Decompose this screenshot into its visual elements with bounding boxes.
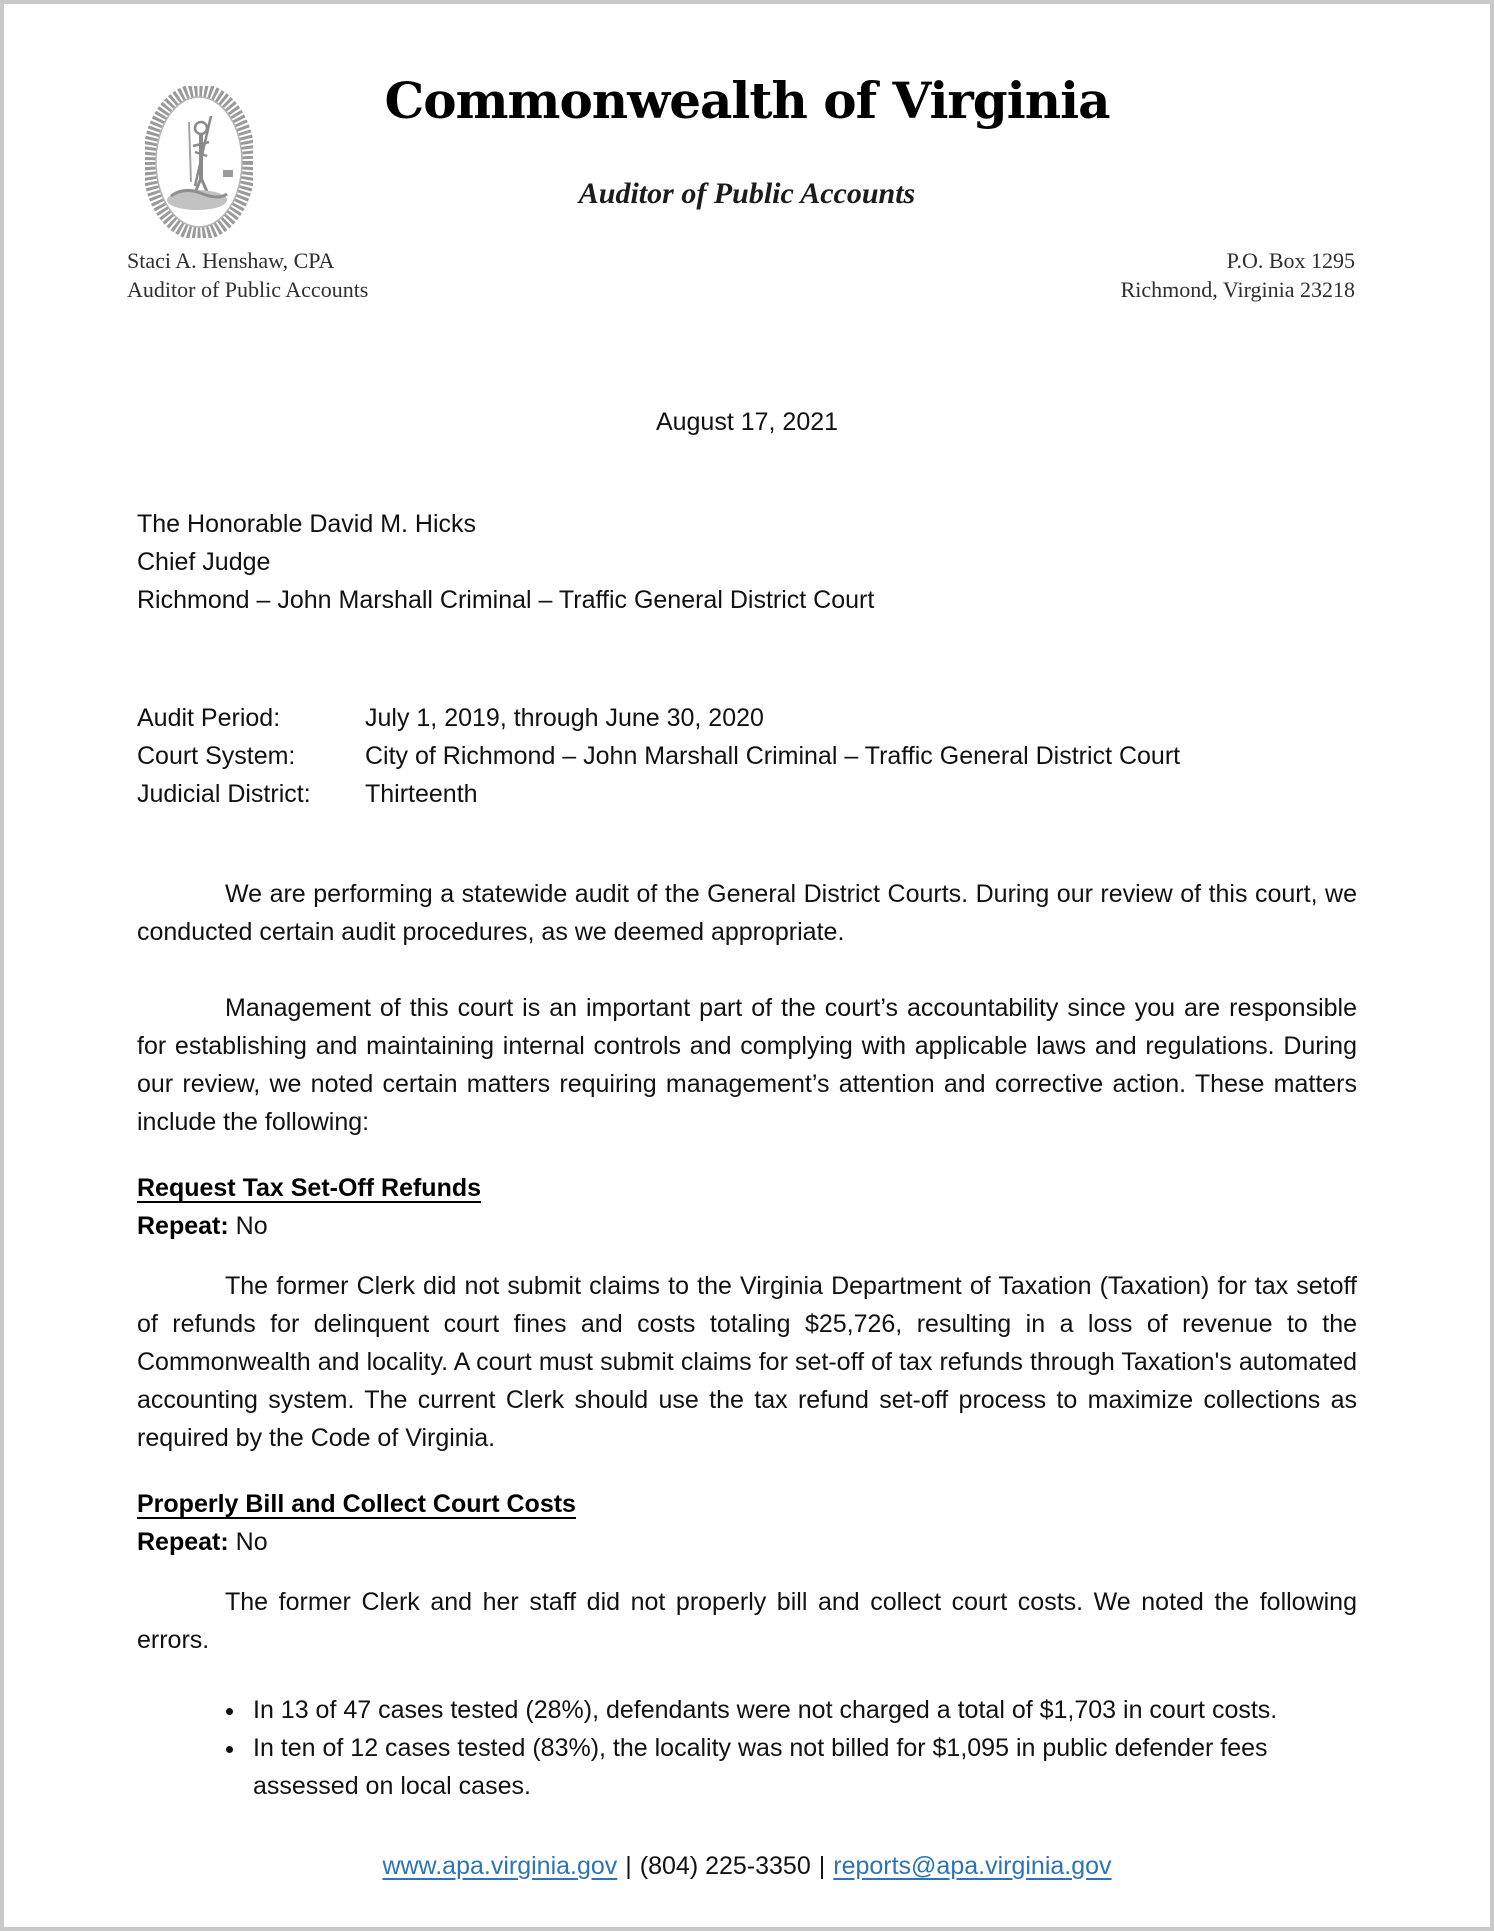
address-line-1: P.O. Box 1295 bbox=[1226, 248, 1355, 273]
recipient-line: Chief Judge bbox=[137, 548, 271, 576]
letter-date: August 17, 2021 bbox=[655, 408, 839, 436]
footer-contact bbox=[137, 1847, 1357, 1885]
court-system-label: Court System: bbox=[137, 742, 296, 770]
phone-number: (804) 225-3350 bbox=[639, 1852, 811, 1880]
audit-period-value: July 1, 2019, through June 30, 2020 bbox=[365, 704, 764, 732]
findings-list bbox=[137, 1691, 1357, 1805]
officer-block bbox=[127, 246, 368, 304]
repeat-value: No bbox=[235, 1212, 268, 1240]
judicial-district-label: Judicial District: bbox=[137, 780, 311, 808]
intro-paragraph: We are performing a statewide audit of the General District Courts. During our review of this court, we conducted certain audit procedures, as we deemed appropriate. bbox=[137, 880, 1357, 946]
repeat-value: No bbox=[235, 1528, 268, 1556]
officer-title: Auditor of Public Accounts bbox=[127, 277, 369, 302]
recipient-block bbox=[137, 505, 1357, 619]
audit-info bbox=[137, 699, 1357, 813]
org-name: Commonwealth of Virginia bbox=[384, 71, 1110, 130]
section-paragraph: The former Clerk did not submit claims to the Virginia Department of Taxation (Taxation) for tax setoff of refunds for delinquent court fines and costs totaling $25,726, resulting in a loss of revenue to the Commonwealth and locality. A court must submit claims for set-off of tax refunds through Taxation's automated accounting system. The current Clerk should use the tax refund set-off process to maximize collections as required by the Code of Virginia. bbox=[137, 1272, 1357, 1452]
audit-row bbox=[137, 775, 1357, 813]
letterhead bbox=[127, 71, 1357, 317]
website-link[interactable]: www.apa.virginia.gov bbox=[382, 1852, 618, 1880]
recipient-line: Richmond – John Marshall Criminal – Traffic General District Court bbox=[137, 586, 875, 614]
footer-separator: | bbox=[818, 1852, 826, 1880]
section-heading-court-costs: Properly Bill and Collect Court Costs bbox=[137, 1490, 576, 1518]
repeat-line bbox=[137, 1207, 1357, 1245]
repeat-label: Repeat: bbox=[137, 1212, 229, 1240]
footer-separator: | bbox=[625, 1852, 632, 1880]
finding-item: • In 13 of 47 cases tested (28%), defendants were not charged a total of $1,703 in court costs. bbox=[247, 1691, 1357, 1729]
email-link[interactable]: reports@apa.virginia.gov bbox=[833, 1852, 1112, 1880]
finding-item: • In ten of 12 cases tested (83%), the locality was not billed for $1,095 in public defender fees assessed on local cases. bbox=[247, 1729, 1357, 1805]
audit-row bbox=[137, 699, 1357, 737]
judicial-district-value: Thirteenth bbox=[365, 780, 478, 808]
officer-name: Staci A. Henshaw, CPA bbox=[127, 248, 335, 273]
recipient-line: The Honorable David M. Hicks bbox=[137, 510, 477, 538]
section-paragraph: The former Clerk and her staff did not properly bill and collect court costs. We noted the following errors. bbox=[137, 1588, 1357, 1654]
repeat-line bbox=[137, 1523, 1357, 1561]
org-subtitle: Auditor of Public Accounts bbox=[578, 177, 916, 210]
address-line-2: Richmond, Virginia 23218 bbox=[1120, 277, 1355, 302]
address-block bbox=[1121, 246, 1355, 304]
intro-paragraph: Management of this court is an important part of the court’s accountability since you are responsible for establishing and maintaining internal controls and complying with applicable laws and regulations. During our review, we noted certain matters requiring management’s attention and corrective action. These matters include the following: bbox=[137, 994, 1357, 1136]
section-heading-tax-setoff: Request Tax Set-Off Refunds bbox=[137, 1174, 482, 1202]
repeat-label: Repeat: bbox=[137, 1528, 229, 1556]
court-system-value: City of Richmond – John Marshall Criminal – Traffic General District Court bbox=[365, 742, 1181, 770]
audit-row bbox=[137, 737, 1357, 775]
audit-period-label: Audit Period: bbox=[137, 704, 281, 732]
